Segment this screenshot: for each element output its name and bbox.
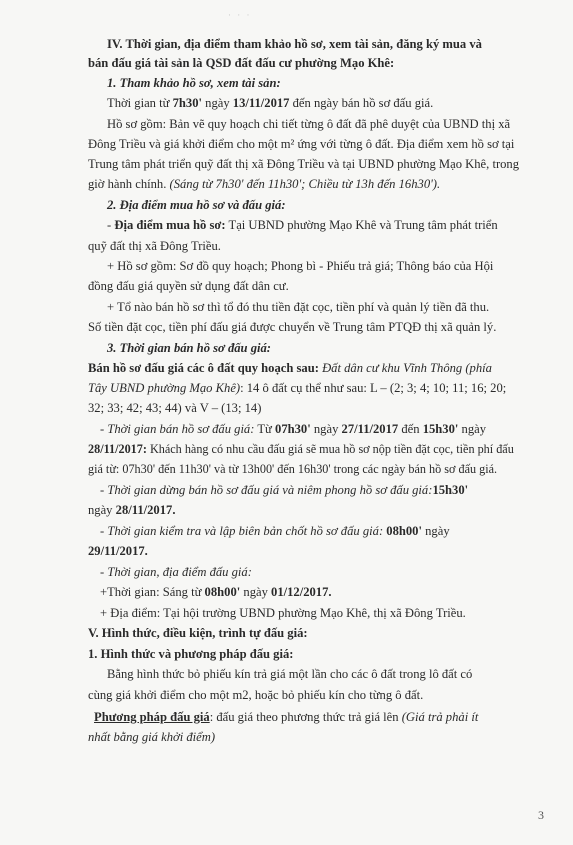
sub2-buy-line1 bbox=[107, 217, 498, 234]
sub3-stop-line2 bbox=[88, 502, 175, 519]
text: +Thời gian: Sáng từ bbox=[100, 585, 205, 599]
text: : đấu giá theo phương thức trả giá lên bbox=[209, 710, 402, 724]
sub3-stop-line1 bbox=[100, 482, 468, 499]
method-note: (Giá trả phải ít bbox=[401, 710, 479, 724]
sale-date2: 28/11/2017: bbox=[88, 442, 147, 456]
sale-start: 07h30' bbox=[275, 422, 311, 436]
sub3-title: 3. Thời gian bán hồ sơ đấu giá: bbox=[107, 341, 271, 355]
sub2-fee-line2: Số tiền đặt cọc, tiền phí đấu giá được chuyển về Trung tâm PTQĐ thị xã quản lý. bbox=[88, 320, 497, 334]
section-v-form-line1: Bằng hình thức bỏ phiếu kín trả giá một lần cho các ô đất trong lô đất có bbox=[107, 667, 473, 681]
section-iv-heading-line2: bán đấu giá tài sản là QSD đất đấu cư phường Mạo Khê: bbox=[88, 56, 395, 70]
sub2-title: 2. Địa điểm mua hồ sơ và đấu giá: bbox=[107, 198, 286, 212]
sale-date1: 27/11/2017 bbox=[341, 422, 399, 436]
auction-date: 01/12/2017. bbox=[271, 585, 332, 599]
check-label: - Thời gian kiểm tra và lập biên bản chốt hồ sơ đấu giá: bbox=[100, 524, 384, 538]
text: giờ hành chính. bbox=[88, 177, 170, 191]
text: Thời gian từ bbox=[107, 96, 173, 110]
text: đến ngày bán hồ sơ đấu giá. bbox=[289, 96, 434, 110]
sub2-kit-line1: + Hồ sơ gồm: Sơ đồ quy hoạch; Phong bì - Phiếu trả giá; Thông báo của Hội bbox=[107, 259, 494, 273]
section-v-sub1-title: 1. Hình thức và phương pháp đấu giá: bbox=[88, 647, 294, 661]
sale-end: 15h30' bbox=[422, 422, 459, 436]
sub1-docs-line1: Hồ sơ gồm: Bản vẽ quy hoạch chi tiết từng ô đất đã phê duyệt của UBND thị xã bbox=[107, 117, 511, 131]
sub3-auction-title: - Thời gian, địa điểm đấu giá: bbox=[100, 565, 252, 579]
time-date: 13/11/2017 bbox=[232, 96, 290, 110]
buy-label: Địa điểm mua hồ sơ: bbox=[114, 218, 226, 232]
text: Tại UBND phường Mạo Khê và Trung tâm phát triển bbox=[225, 218, 498, 232]
lots-area-cont: Tây UBND phường Mạo Khê) bbox=[88, 381, 241, 395]
section-iv-heading-line1: IV. Thời gian, địa điểm tham khảo hồ sơ, xem tài sản, đăng ký mua và bbox=[107, 37, 482, 51]
sub2-fee-line1: + Tổ nào bán hồ sơ thì tổ đó thu tiền đặt cọc, tiền phí và quản lý tiền đã thu. bbox=[107, 300, 490, 314]
lots-label: Bán hồ sơ đấu giá các ô đất quy hoạch sau: bbox=[88, 361, 319, 375]
sub2-kit-line2: đồng đấu giá quyền sử dụng đất dân cư. bbox=[88, 279, 289, 293]
text: ngày bbox=[240, 585, 272, 599]
sub3-sale-line2 bbox=[88, 441, 514, 458]
section-v-method-line2: nhất bằng giá khởi điểm) bbox=[88, 730, 216, 744]
check-time: 08h00' bbox=[383, 524, 422, 538]
stop-time: 15h30' bbox=[432, 483, 469, 497]
sub3-lots-line3: 32; 33; 42; 43; 44) và V – (13; 14) bbox=[88, 401, 262, 415]
auction-time: 08h00' bbox=[204, 585, 241, 599]
section-v-heading: V. Hình thức, điều kiện, trình tự đấu giá: bbox=[88, 626, 308, 640]
office-hours: (Sáng từ 7h30' đến 11h30'; Chiều từ 13h đến 16h30'). bbox=[169, 177, 441, 191]
method-label: Phương pháp đấu giá bbox=[94, 710, 210, 724]
sub3-check-line1 bbox=[100, 523, 450, 540]
text: ngày bbox=[202, 96, 233, 110]
text: ngày bbox=[88, 503, 116, 517]
text: ngày bbox=[421, 524, 450, 538]
text: ngày bbox=[310, 422, 342, 436]
stop-date: 28/11/2017. bbox=[115, 503, 176, 517]
sub2-buy-line2: quỹ đất thị xã Đông Triều. bbox=[88, 239, 221, 253]
time-start: 7h30' bbox=[172, 96, 203, 110]
sub1-time-line bbox=[107, 95, 433, 112]
scan-mark: · · · bbox=[228, 10, 252, 20]
lots-area: Đất dân cư khu Vĩnh Thông (phía bbox=[318, 361, 492, 375]
section-v-method-line1 bbox=[94, 709, 478, 726]
sub3-sale-line1 bbox=[100, 421, 486, 438]
section-v-form-line2: cùng giá khởi điểm cho một m2, hoặc bỏ phiếu kín cho từng ô đất. bbox=[88, 688, 424, 702]
stop-label: - Thời gian dừng bán hồ sơ đấu giá và niêm phong hồ sơ đấu giá: bbox=[100, 483, 433, 497]
sub3-auction-time bbox=[100, 584, 332, 601]
sub1-docs-line3: Trung tâm phát triển quỹ đất thị xã Đông Triều và tại UBND phường Mạo Khê, trong bbox=[88, 157, 520, 171]
sub1-docs-line4 bbox=[88, 176, 440, 193]
sale-label: - Thời gian bán hồ sơ đấu giá: bbox=[100, 422, 255, 436]
sub3-auction-place: + Địa điểm: Tại hội trường UBND phường Mạo Khê, thị xã Đông Triều. bbox=[100, 606, 466, 620]
text: Khách hàng có nhu cầu đấu giá sẽ mua hồ sơ nộp tiền đặt cọc, tiền phí đấu bbox=[146, 442, 514, 456]
text: đến bbox=[398, 422, 423, 436]
page-number: 3 bbox=[538, 808, 544, 822]
sub1-title: 1. Tham khảo hồ sơ, xem tài sản: bbox=[107, 76, 281, 90]
text: Từ bbox=[254, 422, 276, 436]
sub1-docs-line2: Đông Triều và giá khởi điểm cho một m² ứng với từng ô đất. Địa điểm xem hồ sơ tại bbox=[88, 137, 515, 151]
sub3-lots-line2 bbox=[88, 380, 506, 397]
sub3-check-date: 29/11/2017. bbox=[88, 544, 148, 558]
sub3-sale-line3: giá từ: 07h30' đến 11h30' và từ 13h00' đến 16h30' trong các ngày bán hồ sơ đấu giá. bbox=[88, 462, 498, 476]
text: : 14 ô đất cụ thể như sau: L – (2; 3; 4; 10; 11; 16; 20; bbox=[240, 381, 507, 395]
text: - bbox=[107, 218, 115, 232]
text: ngày bbox=[458, 422, 487, 436]
sub3-lots-line1 bbox=[88, 360, 492, 377]
